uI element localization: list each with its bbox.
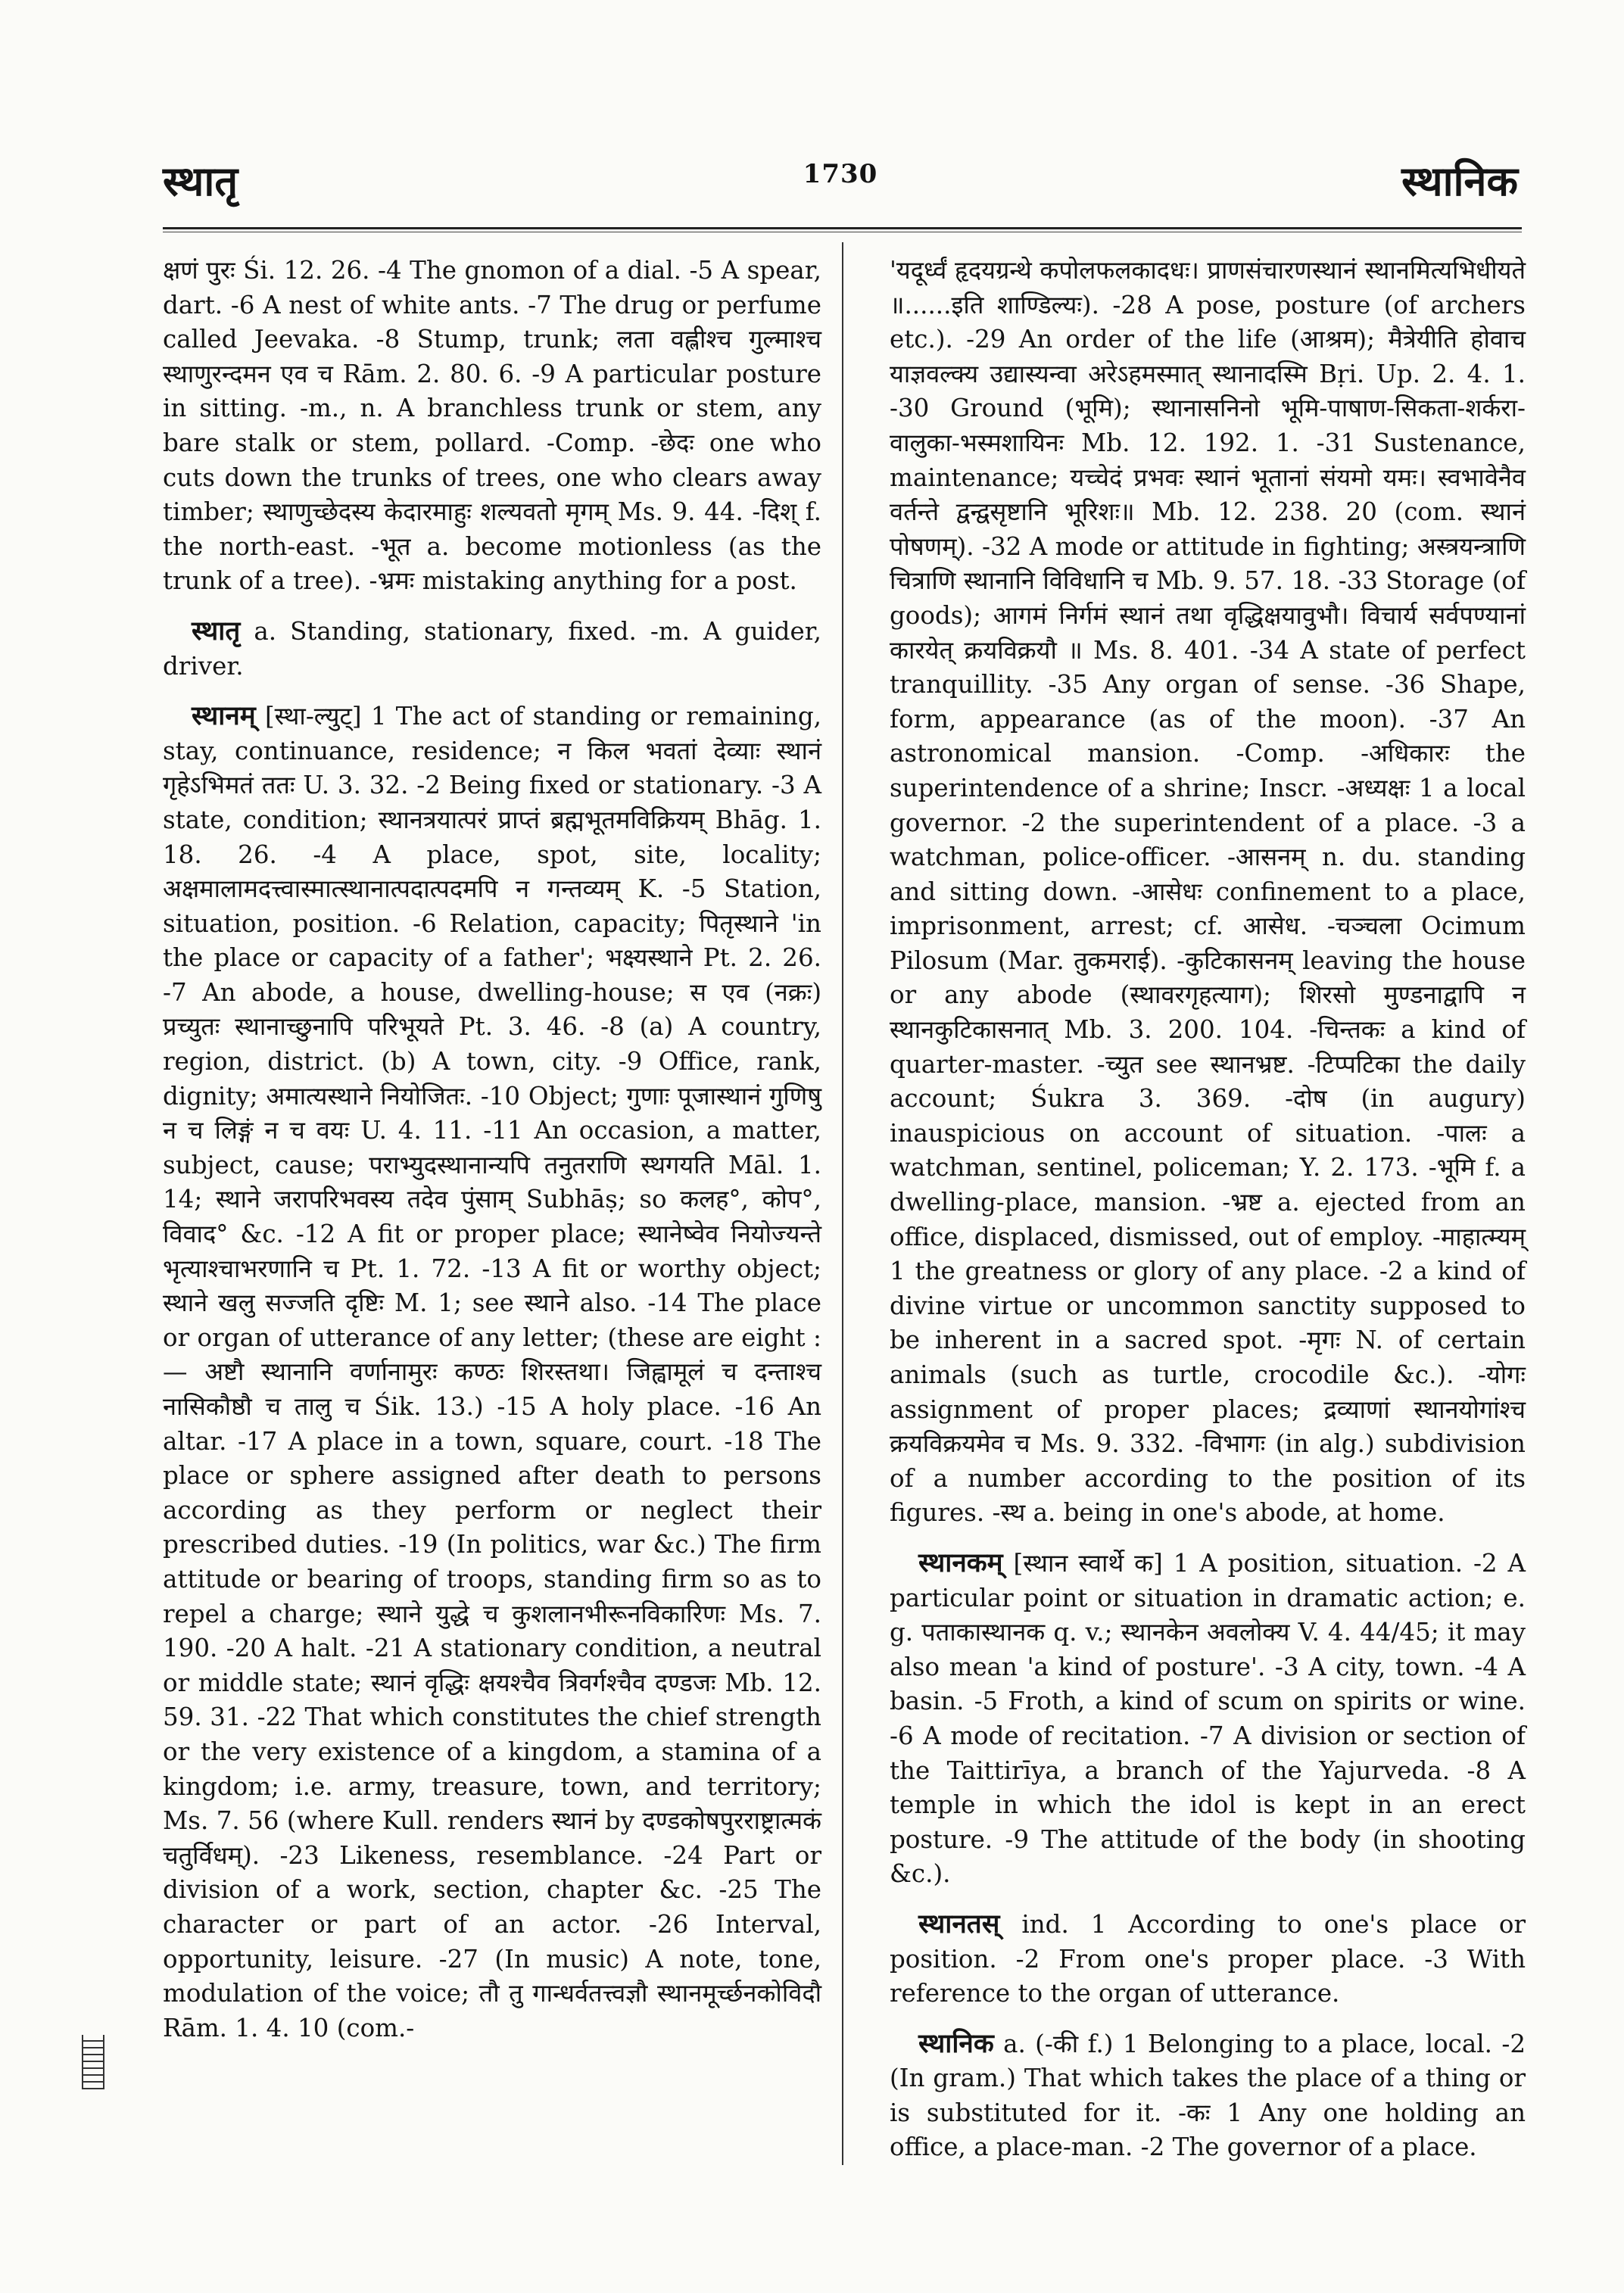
continued-entry bbox=[890, 254, 1526, 1531]
entry-headword: स्थानम् bbox=[192, 700, 256, 732]
entry-text: [स्था-ल्युट्] 1 The act of standing or remaining, stay, continuance, residence; न किल भवतां देव्याः स्थानं गृहेऽभिमतं ततः U. 3. 32. -2 Being fixed or stationary. -3 A state, condition; स्थानत्रयात्परं प्राप्तं ब्रह्मभूतमविक्रियम् Bhāg. 1. 18. 26. -4 A place, spot, site, locality; अक्षमालामदत्त्वास्मात्स्थानात्पदात्पदमपि न गन्तव्यम् K. -5 Station, situation, position. -6 Relation, capacity; पितृस्थाने 'in the place or capacity of a father'; भक्ष्यस्थाने Pt. 2. 26. -7 An abode, a house, dwelling-house; स एव (नक्रः) प्रच्युतः स्थानाच्छुनापि परिभूयते Pt. 3. 46. -8 (a) A country, region, district. (b) A town, city. -9 Office, rank, dignity; अमात्यस्थाने नियोजितः. -10 Object; गुणाः पूजास्थानं गुणिषु न च लिङ्गं न च वयः U. 4. 11. -11 An occasion, a matter, subject, cause; पराभ्युदस्थानान्यपि तनुतराणि स्थगयति Māl. 1. 14; स्थाने जरापरिभवस्य तदेव पुंसाम् Subhāṣ; so कलह°, कोप°, विवाद° &c. -12 A fit or proper place; स्थानेष्वेव नियोज्यन्ते भृत्याश्चाभरणानि च Pt. 1. 72. -13 A fit or worthy object; स्थाने खलु सज्जति दृष्टिः M. 1; see स्थाने also. -14 The place or organ of utterance of any letter; (these are eight :— अष्टौ स्थानानि वर्णानामुरः कण्ठः शिरस्तथा। जिह्वामूलं च दन्ताश्च नासिकौष्ठौ च तालु च Śik. 13.) -15 A holy place. -16 An altar. -17 A place in a town, square, court. -18 The place or sphere assigned after death to persons according as they perform or neglect their prescribed duties. -19 (In politics, war &c.) The firm attitude or bearing of troops, standing firm so as to repel a charge; स्थाने युद्धे च कुशलानभीरूनविकारिणः Ms. 7. 190. -20 A halt. -21 A stationary condition, a neutral or middle state; स्थानं वृद्धिः क्षयश्चैव त्रिवर्गश्चैव दण्डजः Mb. 12. 59. 31. -22 That which constitutes the chief strength or the very existence of a kingdom, a stamina of a kingdom; i.e. army, treasure, town, and territory; Ms. 7. 56 (where Kull. renders स्थानं by दण्डकोषपुरराष्ट्रात्मकं चतुर्विधम्). -23 Likeness, resemblance. -24 Part or division of a work, section, chapter &c. -25 The character or part of an actor. -26 Interval, opportunity, leisure. -27 (In music) A note, tone, modulation of the voice; तौ तु गान्धर्वतत्त्वज्ञौ स्थानमूर्च्छनकोविदौ Rām. 1. 4. 10 (com.- bbox=[163, 702, 821, 2042]
entry-headword: स्थानकम् bbox=[918, 1547, 1003, 1578]
dictionary-entry bbox=[163, 699, 821, 2045]
continued-entry bbox=[163, 254, 821, 599]
left-column bbox=[163, 254, 821, 2045]
dictionary-entry bbox=[890, 1907, 1526, 2011]
dictionary-entry bbox=[890, 1546, 1526, 1892]
header-rule bbox=[163, 227, 1522, 229]
page-header bbox=[163, 148, 1518, 208]
entry-headword: स्थानिक bbox=[918, 2027, 994, 2059]
dictionary-entry bbox=[890, 2027, 1526, 2165]
entry-text: ind. 1 According to one's place or position. -2 From one's proper place. -3 With reference to the organ of utterance. bbox=[890, 1909, 1526, 2008]
running-headword-right: स्थानिक bbox=[1401, 157, 1518, 205]
entry-text: a. Standing, stationary, fixed. -m. A guider, driver. bbox=[163, 616, 821, 681]
running-headword-left: स्थातृ bbox=[163, 157, 238, 205]
entry-headword: स्थानतस् bbox=[918, 1908, 1000, 1939]
page-number: 1730 bbox=[803, 159, 878, 189]
entry-text: 'यदूर्ध्वं हृदयग्रन्थे कपोलफलकादधः। प्राणसंचारणस्थानं स्थानमित्यभिधीयते ॥......इति शाण्डिल्यः). -28 A pose, posture (of archers etc.). -29 An order of the life (आश्रम); मैत्रेयीति होवाच याज्ञवल्क्य उद्यास्यन्वा अरेऽहमस्मात् स्थानादस्मि Bṛi. Up. 2. 4. 1. -30 Ground (भूमि); स्थानासनिनो भूमि-पाषाण-सिकता-शर्करा-वालुका-भस्मशायिनः Mb. 12. 192. 1. -31 Sustenance, maintenance; यच्चेदं प्रभवः स्थानं भूतानां संयमो यमः। स्वभावेनैव वर्तन्ते द्वन्द्वसृष्टानि भूरिशः॥ Mb. 12. 238. 20 (com. स्थानं पोषणम्). -32 A mode or attitude in fighting; अस्त्रयन्त्राणि चित्राणि स्थानानि विविधानि च Mb. 9. 57. 18. -33 Storage (of goods); आगमं निर्गमं स्थानं तथा वृद्धिक्षयावुभौ। विचार्य सर्वपण्यानां कारयेत् क्रयविक्रयौ ॥ Ms. 8. 401. -34 A state of perfect tranquillity. -35 Any organ of sense. -36 Shape, form, appearance (as of the moon). -37 An astronomical mansion. -Comp. -अधिकारः the superintendence of a shrine; Inscr. -अध्यक्षः 1 a local governor. -2 the superintendent of a place. -3 a watchman, police-officer. -आसनम् n. du. standing and sitting down. -आसेधः confinement to a place, imprisonment, arrest; cf. आसेध. -चञ्चला Ocimum Pilosum (Mar. तुकमराई). -कुटिकासनम् leaving the house or any abode (स्थावरगृहत्याग); शिरसो मुण्डनाद्वापि न स्थानकुटिकासनात् Mb. 3. 200. 104. -चिन्तकः a kind of quarter-master. -च्युत see स्थानभ्रष्ट. -टिप्पटिका the daily account; Śukra 3. 369. -दोष (in augury) inauspicious on account of situation. -पालः a watchman, sentinel, policeman; Y. 2. 173. -भूमि f. a dwelling-place, mansion. -भ्रष्ट a. ejected from an office, displaced, dismissed, out of employ. -माहात्म्यम् 1 the greatness or glory of any place. -2 a kind of divine virtue or uncommon sanctity supposed to be inherent in a sacred spot. -मृगः N. of certain animals (such as turtle, crocodile &c.). -योगः assignment of proper places; द्रव्याणां स्थानयोगांश्च क्रयविक्रयमेव च Ms. 9. 332. -विभागः (in alg.) subdivision of a number according to the position of its figures. -स्थ a. being in one's abode, at home. bbox=[890, 256, 1526, 1528]
column-divider bbox=[842, 242, 843, 2165]
entry-text: [स्थान स्वार्थे क] 1 A position, situation. -2 A particular point or situation in dramatic action; e. g. पताकास्थानक q. v.; स्थानकेन अवलोक्य V. 4. 44/45; it may also mean 'a kind of posture'. -3 A city, town. -4 A basin. -5 Froth, a kind of scum on spirits or wine. -6 A mode of recitation. -7 A division or section of the Taittirīya, a branch of the Yajurveda. -8 A temple in which the idol is kept in an erect posture. -9 The attitude of the body (in shooting &c.). bbox=[890, 1548, 1526, 1889]
right-column bbox=[890, 254, 1526, 2165]
entry-headword: स्थातृ bbox=[192, 615, 241, 646]
dictionary-entry bbox=[163, 614, 821, 684]
margin-signature-mark bbox=[82, 2035, 104, 2089]
entry-text: a. (-की f.) 1 Belonging to a place, local. -2 (In gram.) That which takes the place of a thing or is substituted for it. -कः 1 Any one holding an office, a place-man. -2 The governor of a place. bbox=[890, 2029, 1526, 2162]
entry-text: क्षणं पुरः Śi. 12. 26. -4 The gnomon of a dial. -5 A spear, dart. -6 A nest of white ants. -7 The drug or perfume called Jeevaka. -8 Stump, trunk; लता वह्लीश्च गुल्माश्च स्थाणुरन्दमन एव च Rām. 2. 80. 6. -9 A particular posture in sitting. -m., n. A branchless trunk or stem, any bare stalk or stem, pollard. -Comp. -छेदः one who cuts down the trunks of trees, one who clears away timber; स्थाणुच्छेदस्य केदारमाहुः शल्यवतो मृगम् Ms. 9. 44. -दिश् f. the north-east. -भूत a. become motionless (as the trunk of a tree). -भ्रमः mistaking anything for a post. bbox=[163, 256, 821, 596]
